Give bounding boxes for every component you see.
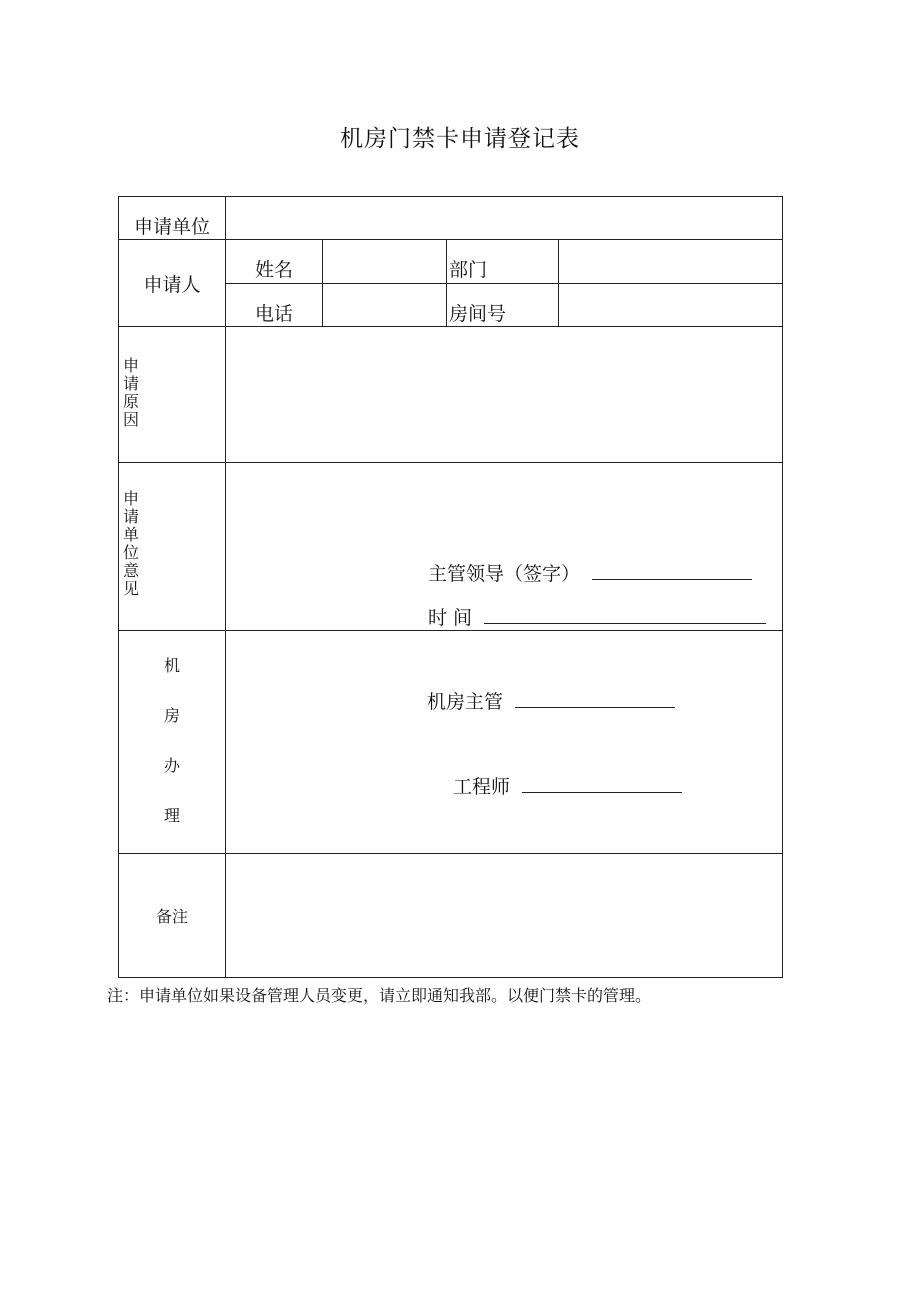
phone-field[interactable]	[323, 284, 447, 327]
name-label: 姓名	[226, 240, 323, 284]
page-title: 机房门禁卡申请登记表	[340, 126, 580, 152]
handling-cell	[226, 631, 783, 854]
handling-label-char: 办	[163, 756, 180, 775]
name-field[interactable]	[323, 240, 447, 284]
opinion-label: 申请单位意见	[123, 489, 140, 598]
handling-label-char: 机	[163, 656, 180, 675]
phone-label: 电话	[226, 284, 323, 327]
opinion-time-label: 时 间	[428, 607, 473, 629]
engineer-field[interactable]	[522, 774, 682, 793]
supervisor-signature-field[interactable]	[592, 561, 752, 580]
reason-field[interactable]	[226, 327, 783, 463]
opinion-time-field[interactable]	[484, 605, 766, 624]
room-supervisor-field[interactable]	[515, 689, 675, 708]
reason-label: 申请原因	[123, 356, 140, 429]
handling-label-char: 房	[163, 706, 180, 725]
engineer-label: 工程师	[453, 776, 511, 798]
handling-label	[119, 631, 225, 841]
supervisor-signature-line	[428, 559, 752, 586]
engineer-line	[453, 772, 682, 799]
opinion-time-line	[428, 603, 766, 630]
room-supervisor-label: 机房主管	[427, 691, 504, 713]
room-number-field[interactable]	[559, 284, 783, 327]
footnote: 注：申请单位如果设备管理人员变更，请立即通知我部。以便门禁卡的管理。	[107, 986, 652, 1005]
remark-field[interactable]	[226, 854, 783, 978]
department-label: 部门	[447, 240, 559, 284]
department-field[interactable]	[559, 240, 783, 284]
opinion-cell	[226, 463, 783, 631]
opinion-label-cell	[119, 463, 226, 631]
room-supervisor-line	[427, 687, 675, 714]
applicant-unit-field[interactable]	[226, 197, 783, 240]
room-number-label: 房间号	[447, 284, 559, 327]
applicant-label: 申请人	[119, 240, 226, 327]
application-form-table	[118, 196, 783, 978]
handling-label-cell	[119, 631, 226, 854]
applicant-unit-label: 申请单位	[119, 197, 226, 240]
remark-label: 备注	[119, 854, 226, 978]
supervisor-signature-label: 主管领导（签字）	[428, 563, 581, 585]
reason-label-cell	[119, 327, 226, 463]
handling-label-char: 理	[163, 806, 180, 825]
